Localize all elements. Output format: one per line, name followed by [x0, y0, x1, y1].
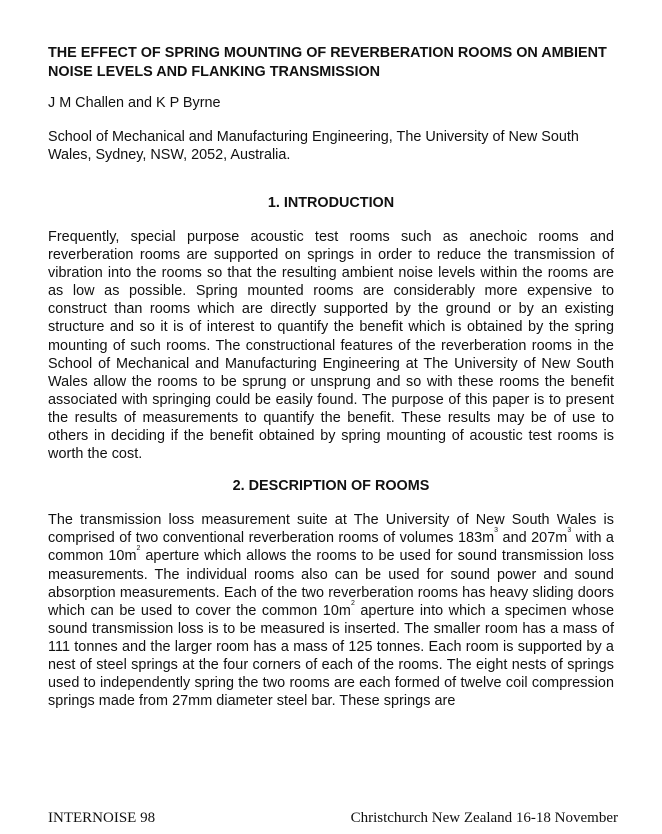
text-run: with a common 10m: [48, 530, 614, 565]
footer-location-date: Christchurch New Zealand 16-18 November: [350, 810, 618, 826]
author-list: J M Challen and K P Byrne: [48, 95, 221, 111]
paper-title: THE EFFECT OF SPRING MOUNTING OF REVERBERATION ROOMS ON AMBIENT NOISE LEVELS AND FLANKING TRANSMISSION: [48, 45, 607, 80]
paper-page: [48, 44, 614, 710]
description-paragraph: [48, 511, 614, 710]
superscript: 2: [136, 545, 141, 553]
text-run: aperture which allows the rooms to be used for sound transmission loss measurements. The individual rooms also can be used for sound power and sound absorption measurements. Each of the two reverberation rooms has heavy sliding doors which can be used to cover the common 10m: [48, 548, 614, 619]
text-run: The transmission loss measurement suite at The University of New South Wales is comprised of two conventional reverberation rooms of volumes 183m: [48, 512, 614, 547]
text-run: and 207m: [498, 530, 568, 547]
superscript: 3: [567, 527, 572, 535]
affiliation: School of Mechanical and Manufacturing Engineering, The University of New South Wales, Sydney, NSW, 2052, Australia.: [48, 129, 579, 163]
section-heading-description-of-rooms: 2. DESCRIPTION OF ROOMS: [232, 478, 430, 495]
superscript: 2: [350, 599, 355, 607]
superscript: 3: [494, 527, 499, 535]
introduction-paragraph: Frequently, special purpose acoustic test rooms such as anechoic rooms and reverberation rooms are supported on springs in order to reduce the transmission of vibration into the rooms so that the resulting ambient noise levels within the rooms are as low as possible. Spring mounted rooms are considerably more expensive to construct than rooms which are directly supported by the ground or by an existing structure and so it is of interest to quantify the benefit which is obtained by the spring mounting of such rooms. The constructional features of the reverberation rooms in the School of Mechanical and Manufacturing Engineering at The University of New South Wales allow the rooms to be sprung or unsprung and so with these rooms the benefit associated with springing could be easily found. The purpose of this paper is to present the results of measurements to quantify the benefit. These results may be of use to others in deciding if the benefit obtained by spring mounting of acoustic test rooms is worth the cost.: [48, 229, 614, 463]
text-run: aperture into which a specimen whose sound transmission loss is to be measured is inserted. The smaller room has a mass of 111 tonnes and the larger room has a mass of 125 tonnes. Each room is supported by a nest of steel springs at the four corners of each of the rooms. The eight nests of springs used to independently spring the two rooms are each formed of twelve coil compression springs made from 27mm diameter steel bar. These springs are: [48, 602, 614, 710]
section-heading-introduction: 1. INTRODUCTION: [267, 195, 395, 211]
footer-conference: INTERNOISE 98: [48, 810, 156, 826]
